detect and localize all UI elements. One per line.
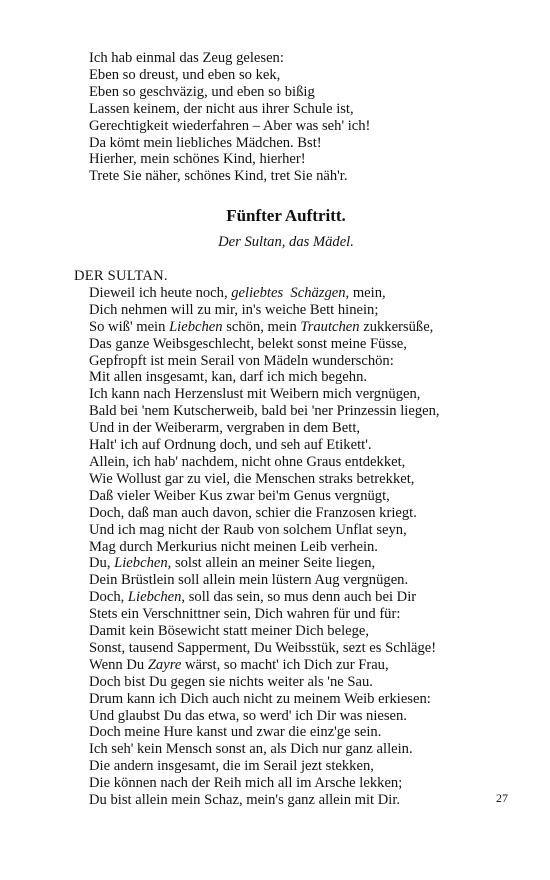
verse-line <box>0 420 550 437</box>
verse-line <box>0 572 550 589</box>
emphasized-text: Trautchen <box>300 318 360 335</box>
verse-text: Eben so dreust, und eben so kek, <box>89 66 281 83</box>
verse-text: Doch, daß man auch davon, schier die Franzosen kriegt. <box>89 504 417 521</box>
verse-text: Und glaubst Du das etwa, so werd' ich Dir was niesen. <box>89 707 407 724</box>
verse-line <box>0 488 550 505</box>
verse-line <box>0 708 550 725</box>
verse-text: So wiß' mein <box>89 318 170 335</box>
verse-line <box>0 589 550 606</box>
verse-line <box>0 606 550 623</box>
verse-line <box>0 505 550 522</box>
verse-line <box>0 353 550 370</box>
emphasized-text: Liebchen <box>169 318 223 335</box>
verse-line <box>0 336 550 353</box>
verse-line <box>0 657 550 674</box>
verse-text: Ich seh' kein Mensch sonst an, als Dich nur ganz allein. <box>89 741 413 758</box>
verse-text: Doch, <box>89 589 128 606</box>
verse-line <box>0 437 550 454</box>
verse-line <box>0 471 550 488</box>
verse-line <box>0 118 550 135</box>
verse-text: Da kömt mein liebliches Mädchen. Bst! <box>89 134 322 151</box>
verse-line <box>0 135 550 152</box>
emphasized-text: Liebchen, <box>114 555 172 572</box>
verse-text: Wenn Du <box>89 656 148 673</box>
verse-text: zukkersüße, <box>359 318 434 335</box>
verse-text: Eben so geschväzig, und eben so bißig <box>89 83 315 100</box>
verse-line <box>0 522 550 539</box>
verse-line <box>0 386 550 403</box>
verse-text: Wie Wollust gar zu viel, die Menschen straks betrekket, <box>89 470 415 487</box>
verse-line <box>0 691 550 708</box>
verse-line <box>0 640 550 657</box>
scene-stage-direction: Der Sultan, das Mädel. <box>218 234 354 250</box>
verse-line <box>0 168 550 185</box>
scene-heading: Fünfter Auftritt. <box>226 206 346 225</box>
verse-text: Halt' ich auf Ordnung doch, und seh auf Etikett'. <box>89 437 372 454</box>
sultan-speech <box>0 268 550 809</box>
verse-line <box>0 775 550 792</box>
verse-text: Doch bist Du gegen sie nichts weiter als 'ne Sau. <box>89 673 373 690</box>
verse-text: Gerechtigkeit wiederfahren – Aber was seh' ich! <box>89 117 371 134</box>
emphasized-text: Zayre <box>147 656 182 673</box>
verse-line <box>0 84 550 101</box>
verse-text: Die andern insgesamt, die im Serail jezt stekken, <box>89 758 374 775</box>
verse-text: wärst, so macht' ich Dich zur Frau, <box>181 656 389 673</box>
verse-text: Stets ein Verschnittner sein, Dich wahren für und für: <box>89 606 401 623</box>
verse-line <box>0 302 550 319</box>
verse-line <box>0 539 550 556</box>
verse-text: Gepfropft ist mein Serail von Mädeln wunderschön: <box>89 352 394 369</box>
verse-text: Und ich mag nicht der Raub von solchem Unflat seyn, <box>89 521 407 538</box>
verse-text: Damit kein Bösewicht statt meiner Dich belege, <box>89 623 370 640</box>
verse-text: Doch meine Hure kanst und zwar die einz'ge sein. <box>89 724 382 741</box>
verse-line <box>0 151 550 168</box>
verse-line <box>0 724 550 741</box>
verse-text: Bald bei 'nem Kutscherweib, bald bei 'ner Prinzessin liegen, <box>89 403 440 420</box>
speech-verse <box>0 285 550 809</box>
verse-line <box>0 50 550 67</box>
verse-text: Allein, ich hab' nachdem, nicht ohne Graus entdekket, <box>89 453 406 470</box>
verse-text: Mit allen insgesamt, kan, darf ich mich begehn. <box>89 369 368 386</box>
verse-text: Ich kann nach Herzenslust mit Weibern mich vergnügen, <box>89 386 421 403</box>
verse-line <box>0 285 550 302</box>
verse-line <box>0 101 550 118</box>
verse-text: Dieweil ich heute noch, <box>89 284 232 301</box>
verse-text: Und in der Weiberarm, vergraben in dem Bett, <box>89 420 361 437</box>
verse-text: Dich nehmen will zu mir, in's weiche Bett hinein; <box>89 301 379 318</box>
page-number: 27 <box>496 791 508 805</box>
verse-text: solst allein an meiner Seite liegen, <box>171 555 376 572</box>
verse-text: Lassen keinem, der nicht aus ihrer Schule ist, <box>89 100 354 117</box>
speaker-name: DER SULTAN. <box>74 268 168 284</box>
verse-text: Dein Brüstlein soll allein mein lüstern Aug vergnügen. <box>89 572 409 589</box>
verse-line <box>0 674 550 691</box>
verse-text: Mag durch Merkurius nicht meinen Leib verhein. <box>89 538 378 555</box>
verse-text: Das ganze Weibsgeschlecht, belekt sonst meine Füsse, <box>89 335 407 352</box>
verse-line <box>0 623 550 640</box>
verse-line <box>0 319 550 336</box>
verse-text: Sonst, tausend Sapperment, Du Weibsstük, sezt es Schläge! <box>89 639 437 656</box>
verse-line <box>0 403 550 420</box>
emphasized-text: Liebchen, <box>127 589 186 606</box>
verse-text: Drum kann ich Dich auch nicht zu meinem Weib erkiesen: <box>89 690 431 707</box>
verse-line <box>0 369 550 386</box>
opening-verse <box>0 50 550 185</box>
verse-text: Trete Sie näher, schönes Kind, tret Sie näh'r. <box>89 168 348 185</box>
verse-line <box>0 555 550 572</box>
verse-text: Hierher, mein schönes Kind, hierher! <box>89 151 306 168</box>
verse-text: mein, <box>349 284 386 301</box>
verse-line <box>0 741 550 758</box>
verse-line <box>0 67 550 84</box>
verse-text: schön, mein <box>222 318 301 335</box>
emphasized-text: geliebtes Schäzgen, <box>231 284 350 301</box>
verse-text: Du, <box>89 555 115 572</box>
verse-line <box>0 792 550 809</box>
verse-text: Daß vieler Weiber Kus zwar bei'm Genus vergnügt, <box>89 487 390 504</box>
verse-line <box>0 758 550 775</box>
verse-line <box>0 454 550 471</box>
verse-text: soll das sein, so mus denn auch bei Dir <box>185 589 417 606</box>
verse-text: Ich hab einmal das Zeug gelesen: <box>89 50 284 66</box>
verse-text: Die können nach der Reih mich all im Arsche lekken; <box>89 775 403 792</box>
verse-text: Du bist allein mein Schaz, mein's ganz allein mit Dir. <box>89 792 401 809</box>
